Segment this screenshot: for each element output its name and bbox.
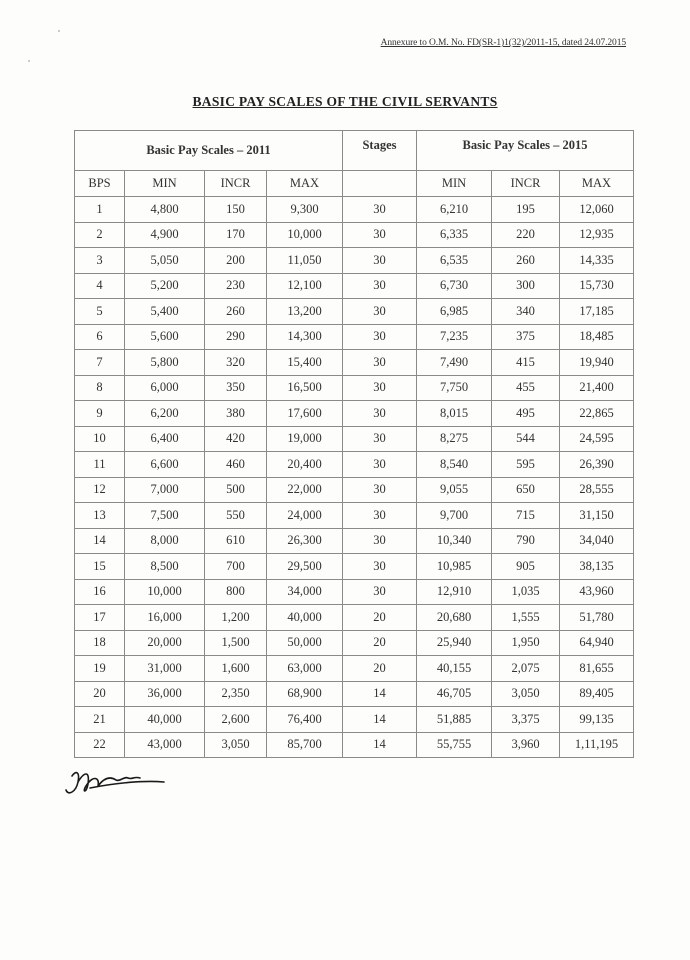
table-cell: 544: [492, 426, 560, 452]
table-row: [75, 732, 634, 758]
table-cell: 11: [75, 452, 125, 478]
table-cell: 24,000: [267, 503, 343, 529]
table-cell: 12,100: [267, 273, 343, 299]
table-row: [75, 528, 634, 554]
table-cell: 14: [75, 528, 125, 554]
table-cell: 51,780: [560, 605, 634, 631]
table-cell: 30: [343, 452, 417, 478]
table-cell: 1,500: [205, 630, 267, 656]
column-header: [343, 171, 417, 197]
table-cell: 20,680: [417, 605, 492, 631]
table-cell: 6,200: [125, 401, 205, 427]
table-cell: 6,400: [125, 426, 205, 452]
table-cell: 290: [205, 324, 267, 350]
table-cell: 30: [343, 197, 417, 223]
table-cell: 8,275: [417, 426, 492, 452]
table-cell: 30: [343, 401, 417, 427]
table-cell: 55,755: [417, 732, 492, 758]
table-row: [75, 401, 634, 427]
table-cell: 6,730: [417, 273, 492, 299]
table-cell: 6,600: [125, 452, 205, 478]
table-cell: 19,000: [267, 426, 343, 452]
table-cell: 85,700: [267, 732, 343, 758]
table-row: [75, 707, 634, 733]
table-cell: 495: [492, 401, 560, 427]
column-header-row: [75, 171, 634, 197]
table-cell: 7,500: [125, 503, 205, 529]
table-row: [75, 681, 634, 707]
table-row: [75, 299, 634, 325]
table-cell: 420: [205, 426, 267, 452]
table-cell: 22,865: [560, 401, 634, 427]
table-cell: 8,000: [125, 528, 205, 554]
table-cell: 19,940: [560, 350, 634, 376]
table-cell: 3,050: [205, 732, 267, 758]
table-cell: 260: [492, 248, 560, 274]
table-cell: 10,340: [417, 528, 492, 554]
table-cell: 10,000: [267, 222, 343, 248]
table-cell: 20,000: [125, 630, 205, 656]
table-row: [75, 248, 634, 274]
table-cell: 375: [492, 324, 560, 350]
table-cell: 7: [75, 350, 125, 376]
table-cell: 230: [205, 273, 267, 299]
table-row: [75, 197, 634, 223]
table-cell: 350: [205, 375, 267, 401]
table-cell: 2,600: [205, 707, 267, 733]
table-cell: 20,400: [267, 452, 343, 478]
table-cell: 34,000: [267, 579, 343, 605]
table-cell: 20: [75, 681, 125, 707]
table-cell: 7,000: [125, 477, 205, 503]
table-cell: 5,600: [125, 324, 205, 350]
table-cell: 9,055: [417, 477, 492, 503]
table-cell: 14,335: [560, 248, 634, 274]
table-row: [75, 554, 634, 580]
group-header-stages: Stages: [343, 131, 417, 171]
table-cell: 200: [205, 248, 267, 274]
table-cell: 40,000: [267, 605, 343, 631]
column-header: MAX: [560, 171, 634, 197]
table-cell: 29,500: [267, 554, 343, 580]
table-cell: 31,000: [125, 656, 205, 682]
table-cell: 22: [75, 732, 125, 758]
table-cell: 30: [343, 554, 417, 580]
table-cell: 43,000: [125, 732, 205, 758]
table-cell: 700: [205, 554, 267, 580]
table-cell: 8,500: [125, 554, 205, 580]
table-cell: 36,000: [125, 681, 205, 707]
column-header: MAX: [267, 171, 343, 197]
table-cell: 3,375: [492, 707, 560, 733]
table-cell: 2,350: [205, 681, 267, 707]
table-cell: 5,050: [125, 248, 205, 274]
table-cell: 800: [205, 579, 267, 605]
column-header: MIN: [417, 171, 492, 197]
table-cell: 5,800: [125, 350, 205, 376]
table-cell: 6,000: [125, 375, 205, 401]
paper-speck: [28, 60, 30, 62]
table-cell: 30: [343, 375, 417, 401]
table-cell: 43,960: [560, 579, 634, 605]
table-cell: 21,400: [560, 375, 634, 401]
table-cell: 6,985: [417, 299, 492, 325]
table-cell: 30: [343, 324, 417, 350]
table-row: [75, 426, 634, 452]
table-cell: 6,335: [417, 222, 492, 248]
table-row: [75, 324, 634, 350]
table-cell: 99,135: [560, 707, 634, 733]
table-row: [75, 452, 634, 478]
table-cell: 30: [343, 299, 417, 325]
table-cell: 50,000: [267, 630, 343, 656]
table-cell: 89,405: [560, 681, 634, 707]
table-cell: 150: [205, 197, 267, 223]
table-cell: 68,900: [267, 681, 343, 707]
table-cell: 30: [343, 503, 417, 529]
table-cell: 10,985: [417, 554, 492, 580]
table-cell: 26,300: [267, 528, 343, 554]
table-cell: 4,900: [125, 222, 205, 248]
table-cell: 34,040: [560, 528, 634, 554]
column-header: BPS: [75, 171, 125, 197]
table-cell: 8,540: [417, 452, 492, 478]
table-row: [75, 222, 634, 248]
table-cell: 5,200: [125, 273, 205, 299]
table-cell: 30: [343, 426, 417, 452]
table-cell: 1,035: [492, 579, 560, 605]
table-cell: 9,300: [267, 197, 343, 223]
table-cell: 20: [343, 605, 417, 631]
table-cell: 14,300: [267, 324, 343, 350]
table-row: [75, 350, 634, 376]
table-cell: 81,655: [560, 656, 634, 682]
pay-scales-table: [74, 130, 634, 758]
column-header: INCR: [492, 171, 560, 197]
table-row: [75, 579, 634, 605]
column-header: MIN: [125, 171, 205, 197]
table-cell: 300: [492, 273, 560, 299]
table-cell: 51,885: [417, 707, 492, 733]
table-row: [75, 656, 634, 682]
table-cell: 30: [343, 273, 417, 299]
table-cell: 15,730: [560, 273, 634, 299]
table-cell: 500: [205, 477, 267, 503]
column-header: INCR: [205, 171, 267, 197]
table-cell: 5: [75, 299, 125, 325]
table-cell: 17,185: [560, 299, 634, 325]
table-cell: 12,935: [560, 222, 634, 248]
table-cell: 64,940: [560, 630, 634, 656]
table-cell: 460: [205, 452, 267, 478]
table-cell: 76,400: [267, 707, 343, 733]
table-cell: 170: [205, 222, 267, 248]
table-cell: 30: [343, 248, 417, 274]
table-cell: 24,595: [560, 426, 634, 452]
table-cell: 25,940: [417, 630, 492, 656]
table-cell: 1,950: [492, 630, 560, 656]
table-row: [75, 477, 634, 503]
table-cell: 21: [75, 707, 125, 733]
table-cell: 22,000: [267, 477, 343, 503]
table-cell: 11,050: [267, 248, 343, 274]
pay-table-body: [75, 197, 634, 758]
table-cell: 195: [492, 197, 560, 223]
table-cell: 1: [75, 197, 125, 223]
table-cell: 320: [205, 350, 267, 376]
table-cell: 9,700: [417, 503, 492, 529]
table-cell: 63,000: [267, 656, 343, 682]
table-row: [75, 605, 634, 631]
table-cell: 14: [343, 732, 417, 758]
table-cell: 3: [75, 248, 125, 274]
table-cell: 17,600: [267, 401, 343, 427]
table-cell: 7,490: [417, 350, 492, 376]
table-cell: 905: [492, 554, 560, 580]
table-row: [75, 630, 634, 656]
table-cell: 12: [75, 477, 125, 503]
table-cell: 790: [492, 528, 560, 554]
table-cell: 5,400: [125, 299, 205, 325]
table-cell: 10,000: [125, 579, 205, 605]
table-cell: 30: [343, 477, 417, 503]
table-cell: 8,015: [417, 401, 492, 427]
table-row: [75, 375, 634, 401]
table-row: [75, 503, 634, 529]
table-cell: 9: [75, 401, 125, 427]
table-cell: 6,535: [417, 248, 492, 274]
table-cell: 340: [492, 299, 560, 325]
table-cell: 13,200: [267, 299, 343, 325]
table-cell: 30: [343, 579, 417, 605]
table-cell: 6,210: [417, 197, 492, 223]
group-header-2015: Basic Pay Scales – 2015: [417, 131, 634, 171]
table-cell: 6: [75, 324, 125, 350]
table-cell: 17: [75, 605, 125, 631]
table-cell: 13: [75, 503, 125, 529]
table-cell: 46,705: [417, 681, 492, 707]
table-cell: 16: [75, 579, 125, 605]
table-cell: 2,075: [492, 656, 560, 682]
table-cell: 19: [75, 656, 125, 682]
table-cell: 31,150: [560, 503, 634, 529]
table-cell: 3,960: [492, 732, 560, 758]
table-cell: 30: [343, 350, 417, 376]
table-cell: 650: [492, 477, 560, 503]
table-cell: 30: [343, 528, 417, 554]
table-cell: 16,000: [125, 605, 205, 631]
table-cell: 38,135: [560, 554, 634, 580]
table-row: [75, 273, 634, 299]
annexure-reference: Annexure to O.M. No. FD(SR-1)1(32)/2011-15, dated 24.07.2015: [380, 38, 626, 48]
signature: [60, 762, 170, 802]
table-cell: 15,400: [267, 350, 343, 376]
group-header-row: [75, 131, 634, 171]
paper-speck: [58, 30, 60, 32]
table-cell: 1,555: [492, 605, 560, 631]
table-cell: 2: [75, 222, 125, 248]
table-cell: 15: [75, 554, 125, 580]
table-cell: 3,050: [492, 681, 560, 707]
table-cell: 4,800: [125, 197, 205, 223]
table-cell: 14: [343, 681, 417, 707]
table-cell: 1,600: [205, 656, 267, 682]
table-cell: 26,390: [560, 452, 634, 478]
table-cell: 10: [75, 426, 125, 452]
table-cell: 220: [492, 222, 560, 248]
table-cell: 7,750: [417, 375, 492, 401]
table-cell: 455: [492, 375, 560, 401]
table-cell: 4: [75, 273, 125, 299]
table-cell: 12,910: [417, 579, 492, 605]
table-cell: 16,500: [267, 375, 343, 401]
table-cell: 7,235: [417, 324, 492, 350]
table-cell: 715: [492, 503, 560, 529]
page-title: BASIC PAY SCALES OF THE CIVIL SERVANTS: [192, 94, 498, 109]
table-cell: 610: [205, 528, 267, 554]
table-cell: 415: [492, 350, 560, 376]
table-cell: 28,555: [560, 477, 634, 503]
group-header-2011: Basic Pay Scales – 2011: [75, 131, 343, 171]
table-cell: 380: [205, 401, 267, 427]
table-cell: 30: [343, 222, 417, 248]
table-cell: 550: [205, 503, 267, 529]
table-cell: 20: [343, 630, 417, 656]
table-cell: 12,060: [560, 197, 634, 223]
table-cell: 595: [492, 452, 560, 478]
table-cell: 14: [343, 707, 417, 733]
table-cell: 40,155: [417, 656, 492, 682]
table-cell: 18,485: [560, 324, 634, 350]
table-cell: 18: [75, 630, 125, 656]
table-cell: 260: [205, 299, 267, 325]
table-cell: 20: [343, 656, 417, 682]
table-cell: 1,11,195: [560, 732, 634, 758]
table-cell: 8: [75, 375, 125, 401]
table-cell: 40,000: [125, 707, 205, 733]
table-cell: 1,200: [205, 605, 267, 631]
